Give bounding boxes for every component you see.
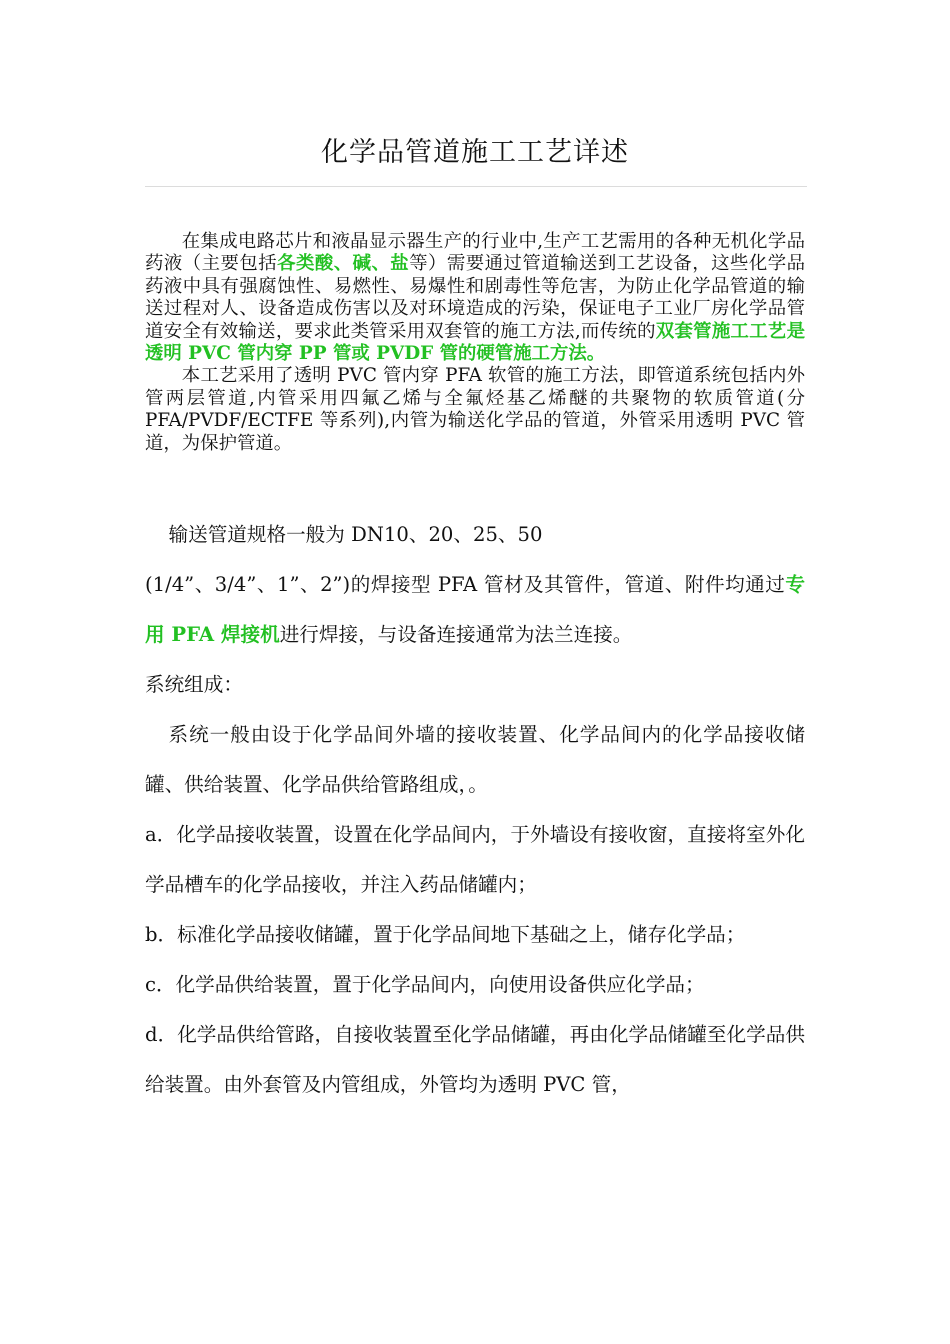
list-item-d: d．化学品供给管路，自接收装置至化学品储罐，再由化学品储罐至化学品供给装置。由外套管及内管组成，外管均为透明 PVC 管，: [145, 1023, 805, 1096]
intro-text-a: 在集成电路芯片和液晶显示器生产的行业中,生产工艺需用的各种无机化学品药液（主要包括: [145, 231, 805, 275]
section-heading-system: 系统组成：: [145, 673, 243, 696]
intro-text-c: 。: [586, 343, 606, 365]
list-item-b: b．标准化学品接收储罐，置于化学品间地下基础之上，储存化学品；: [145, 923, 746, 946]
spec-text-a: (1/4”、3/4”、1”、2”)的焊接型 PFA 管材及其管件，管道、附件均通过: [145, 573, 786, 596]
highlight-acids-bases-salts: 各类酸、碱、盐: [277, 253, 410, 275]
intro-paragraph-2: 本工艺采用了透明 PVC 管内穿 PFA 软管的施工方法，即管道系统包括内外管两层管道,内管采用四氟乙烯与全氟烃基乙烯醚的共聚物的软质管道(分 PFA/PVDF/ECTFE 等系列),内管为输送化学品的管道，外管采用透明 PVC 管道，为保护管道。: [145, 365, 805, 454]
spec-text-b: 进行焊接，与设备连接通常为法兰连接。: [279, 623, 633, 646]
system-overview: 系统一般由设于化学品间外墙的接收装置、化学品间内的化学品接收储罐、供给装置、化学品供给管路组成，。: [145, 723, 805, 796]
list-item-a: a．化学品接收装置，设置在化学品间内，于外墙设有接收窗，直接将室外化学品槽车的化学品接收，并注入药品储罐内；: [145, 823, 805, 896]
highlight-traditional-method: 双套管施工工艺是透明 PVC 管内穿 PP 管或 PVDF 管的硬管施工方法: [145, 320, 805, 365]
list-item-c: c．化学品供给装置，置于化学品间内，向使用设备供应化学品；: [145, 973, 705, 996]
spec-line-1: 输送管道规格一般为 DN10、20、25、50: [168, 523, 543, 546]
intro-paragraph-1: [145, 231, 805, 365]
page-title: 化学品管道施工工艺详述: [321, 137, 629, 168]
intro-text-b: 等）需要通过管道输送到工艺设备，这些化学品药液中具有强腐蚀性、易燃性、易爆性和剧毒性等危害，为防止化学品管道的输送过程对人、设备造成伤害以及对环境造成的污染，保证电子工业厂房化学品管道安全有效输送，要求此类管采用双套管的施工方法,而传统的: [145, 253, 805, 342]
highlight-pfa-welder: 专用 PFA 焊接机: [145, 573, 805, 646]
spec-paragraph: [145, 560, 805, 660]
intro-section: [145, 231, 805, 455]
body-section: [145, 510, 805, 1110]
title-divider: [145, 186, 807, 187]
